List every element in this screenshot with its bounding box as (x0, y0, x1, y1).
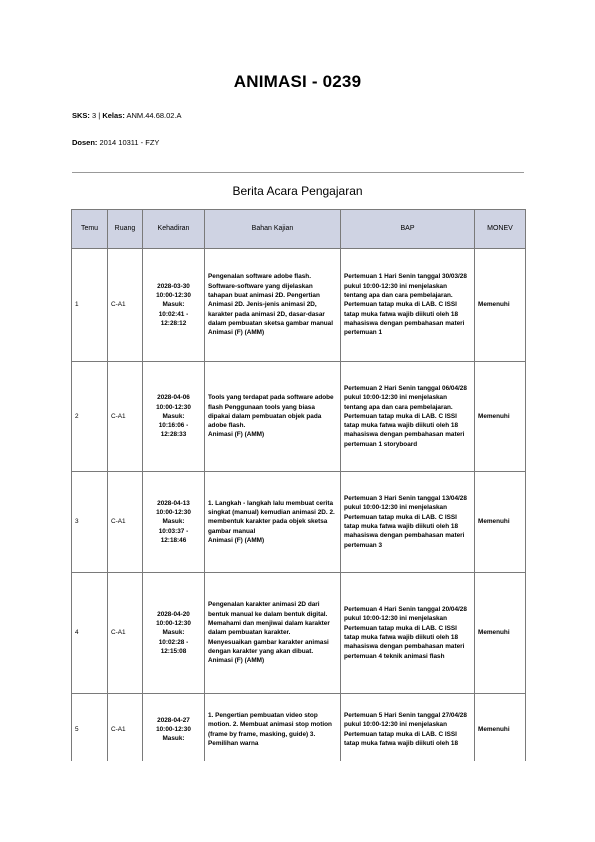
header-monev: MONEV (475, 210, 526, 249)
header-kehadiran: Kehadiran (143, 210, 205, 249)
bahan-kajian-cell: 1. Langkah - langkah lalu membuat cerita singkat (manual) kemudian animasi 2D. 2. membentuk karakter pada objek sketsa gambar manual Animasi (F) (AMM) (205, 472, 341, 573)
page-title: ANIMASI - 0239 (233, 72, 362, 91)
kehadiran-cell: 2028-04-20 10:00-12:30 Masuk: 10:02:28 - 12:15:08 (143, 573, 205, 694)
kelas-label: Kelas: (102, 111, 125, 120)
temu-cell: 4 (72, 573, 108, 694)
bahan-kajian-cell: Pengenalan karakter animasi 2D dari bentuk manual ke dalam bentuk digital. Memahami dan menjiwai dalam karakter dalam pembuatan karakter. Menyesuaikan gambar karakter animasi dengan karakter yang akan dibuat. Animasi (F) (AMM) (205, 573, 341, 694)
monev-cell: Memenuhi (475, 694, 526, 762)
temu-cell: 3 (72, 472, 108, 573)
separator: | (98, 111, 101, 120)
kehadiran-cell: 2028-04-06 10:00-12:30 Masuk: 10:16:06 - 12:28:33 (143, 362, 205, 472)
temu-cell: 5 (72, 694, 108, 762)
bahan-kajian-cell: 1. Pengertian pembuatan video stop motion. 2. Membuat animasi stop motion (frame by frame, masking, guide) 3. Pemilihan warna (205, 694, 341, 762)
bap-table (71, 209, 526, 761)
sks-value: 3 (92, 111, 97, 120)
bap-cell: Pertemuan 1 Hari Senin tanggal 30/03/28 pukul 10:00-12:30 ini menjelaskan tentang apa dan cara pembelajaran. Pertemuan tatap muka di LAB. C ISSI tatap muka fatwa wajib diikuti oleh 18 mahasiswa dengan pembahasan materi pertemuan 1 (341, 249, 475, 362)
header-bap: BAP (341, 210, 475, 249)
table-row (72, 362, 526, 472)
dosen-value: 2014 10311 - FZY (99, 138, 160, 147)
bahan-kajian-cell: Tools yang terdapat pada software adobe flash Penggunaan tools yang biasa dipakai dalam pembuatan objek pada adobe flash. Animasi (F) (AMM) (205, 362, 341, 472)
monev-cell: Memenuhi (475, 472, 526, 573)
bahan-kajian-cell: Pengenalan software adobe flash. Software-software yang dijelaskan tahapan buat animasi 2D. Pengertian Animasi 2D. Jenis-jenis animasi 2D, karakter pada animasi 2D, dasar-dasar dalam pembuatan sketsa gambar manual Animasi (F) (AMM) (205, 249, 341, 362)
section-title: Berita Acara Pengajaran (232, 184, 363, 198)
sks-label: SKS: (72, 111, 90, 120)
ruang-cell: C-A1 (108, 472, 143, 573)
kelas-value: ANM.44.68.02.A (126, 111, 182, 120)
monev-cell: Memenuhi (475, 362, 526, 472)
kehadiran-cell: 2028-03-30 10:00-12:30 Masuk: 10:02:41 - 12:28:12 (143, 249, 205, 362)
kehadiran-cell: 2028-04-13 10:00-12:30 Masuk: 10:03:37 - 12:18:46 (143, 472, 205, 573)
bap-cell: Pertemuan 5 Hari Senin tanggal 27/04/28 pukul 10:00-12:30 ini menjelaskan Pertemuan tatap muka di LAB. C ISSI tatap muka fatwa wajib diikuti oleh 18 (341, 694, 475, 762)
monev-cell: Memenuhi (475, 249, 526, 362)
ruang-cell: C-A1 (108, 362, 143, 472)
bap-cell: Pertemuan 2 Hari Senin tanggal 06/04/28 pukul 10:00-12:30 ini menjelaskan tentang apa dan cara pembelajaran. Pertemuan tatap muka di LAB. C ISSI tatap muka fatwa wajib diikuti oleh 18 mahasiswa dengan pembahasan materi pertemuan 1 storyboard (341, 362, 475, 472)
kehadiran-cell: 2028-04-27 10:00-12:30 Masuk: (143, 694, 205, 762)
temu-cell: 2 (72, 362, 108, 472)
ruang-cell: C-A1 (108, 249, 143, 362)
table-row (72, 573, 526, 694)
table-row (72, 472, 526, 573)
temu-cell: 1 (72, 249, 108, 362)
table-header-row (72, 210, 526, 249)
header-temu: Temu (72, 210, 108, 249)
table-row (72, 249, 526, 362)
ruang-cell: C-A1 (108, 694, 143, 762)
bap-cell: Pertemuan 4 Hari Senin tanggal 20/04/28 pukul 10:00-12:30 ini menjelaskan Pertemuan tatap muka di LAB. C ISSI tatap muka fatwa wajib diikuti oleh 18 mahasiswa dengan pembahasan materi pertemuan 4 teknik animasi flash (341, 573, 475, 694)
bap-cell: Pertemuan 3 Hari Senin tanggal 13/04/28 pukul 10:00-12:30 ini menjelaskan Pertemuan tatap muka di LAB. C ISSI tatap muka fatwa wajib diikuti oleh 18 mahasiswa dengan pembahasan materi pertemuan 3 (341, 472, 475, 573)
header-bahan-kajian: Bahan Kajian (205, 210, 341, 249)
dosen-label: Dosen: (72, 138, 98, 147)
ruang-cell: C-A1 (108, 573, 143, 694)
monev-cell: Memenuhi (475, 573, 526, 694)
table-row (72, 694, 526, 762)
header-ruang: Ruang (108, 210, 143, 249)
